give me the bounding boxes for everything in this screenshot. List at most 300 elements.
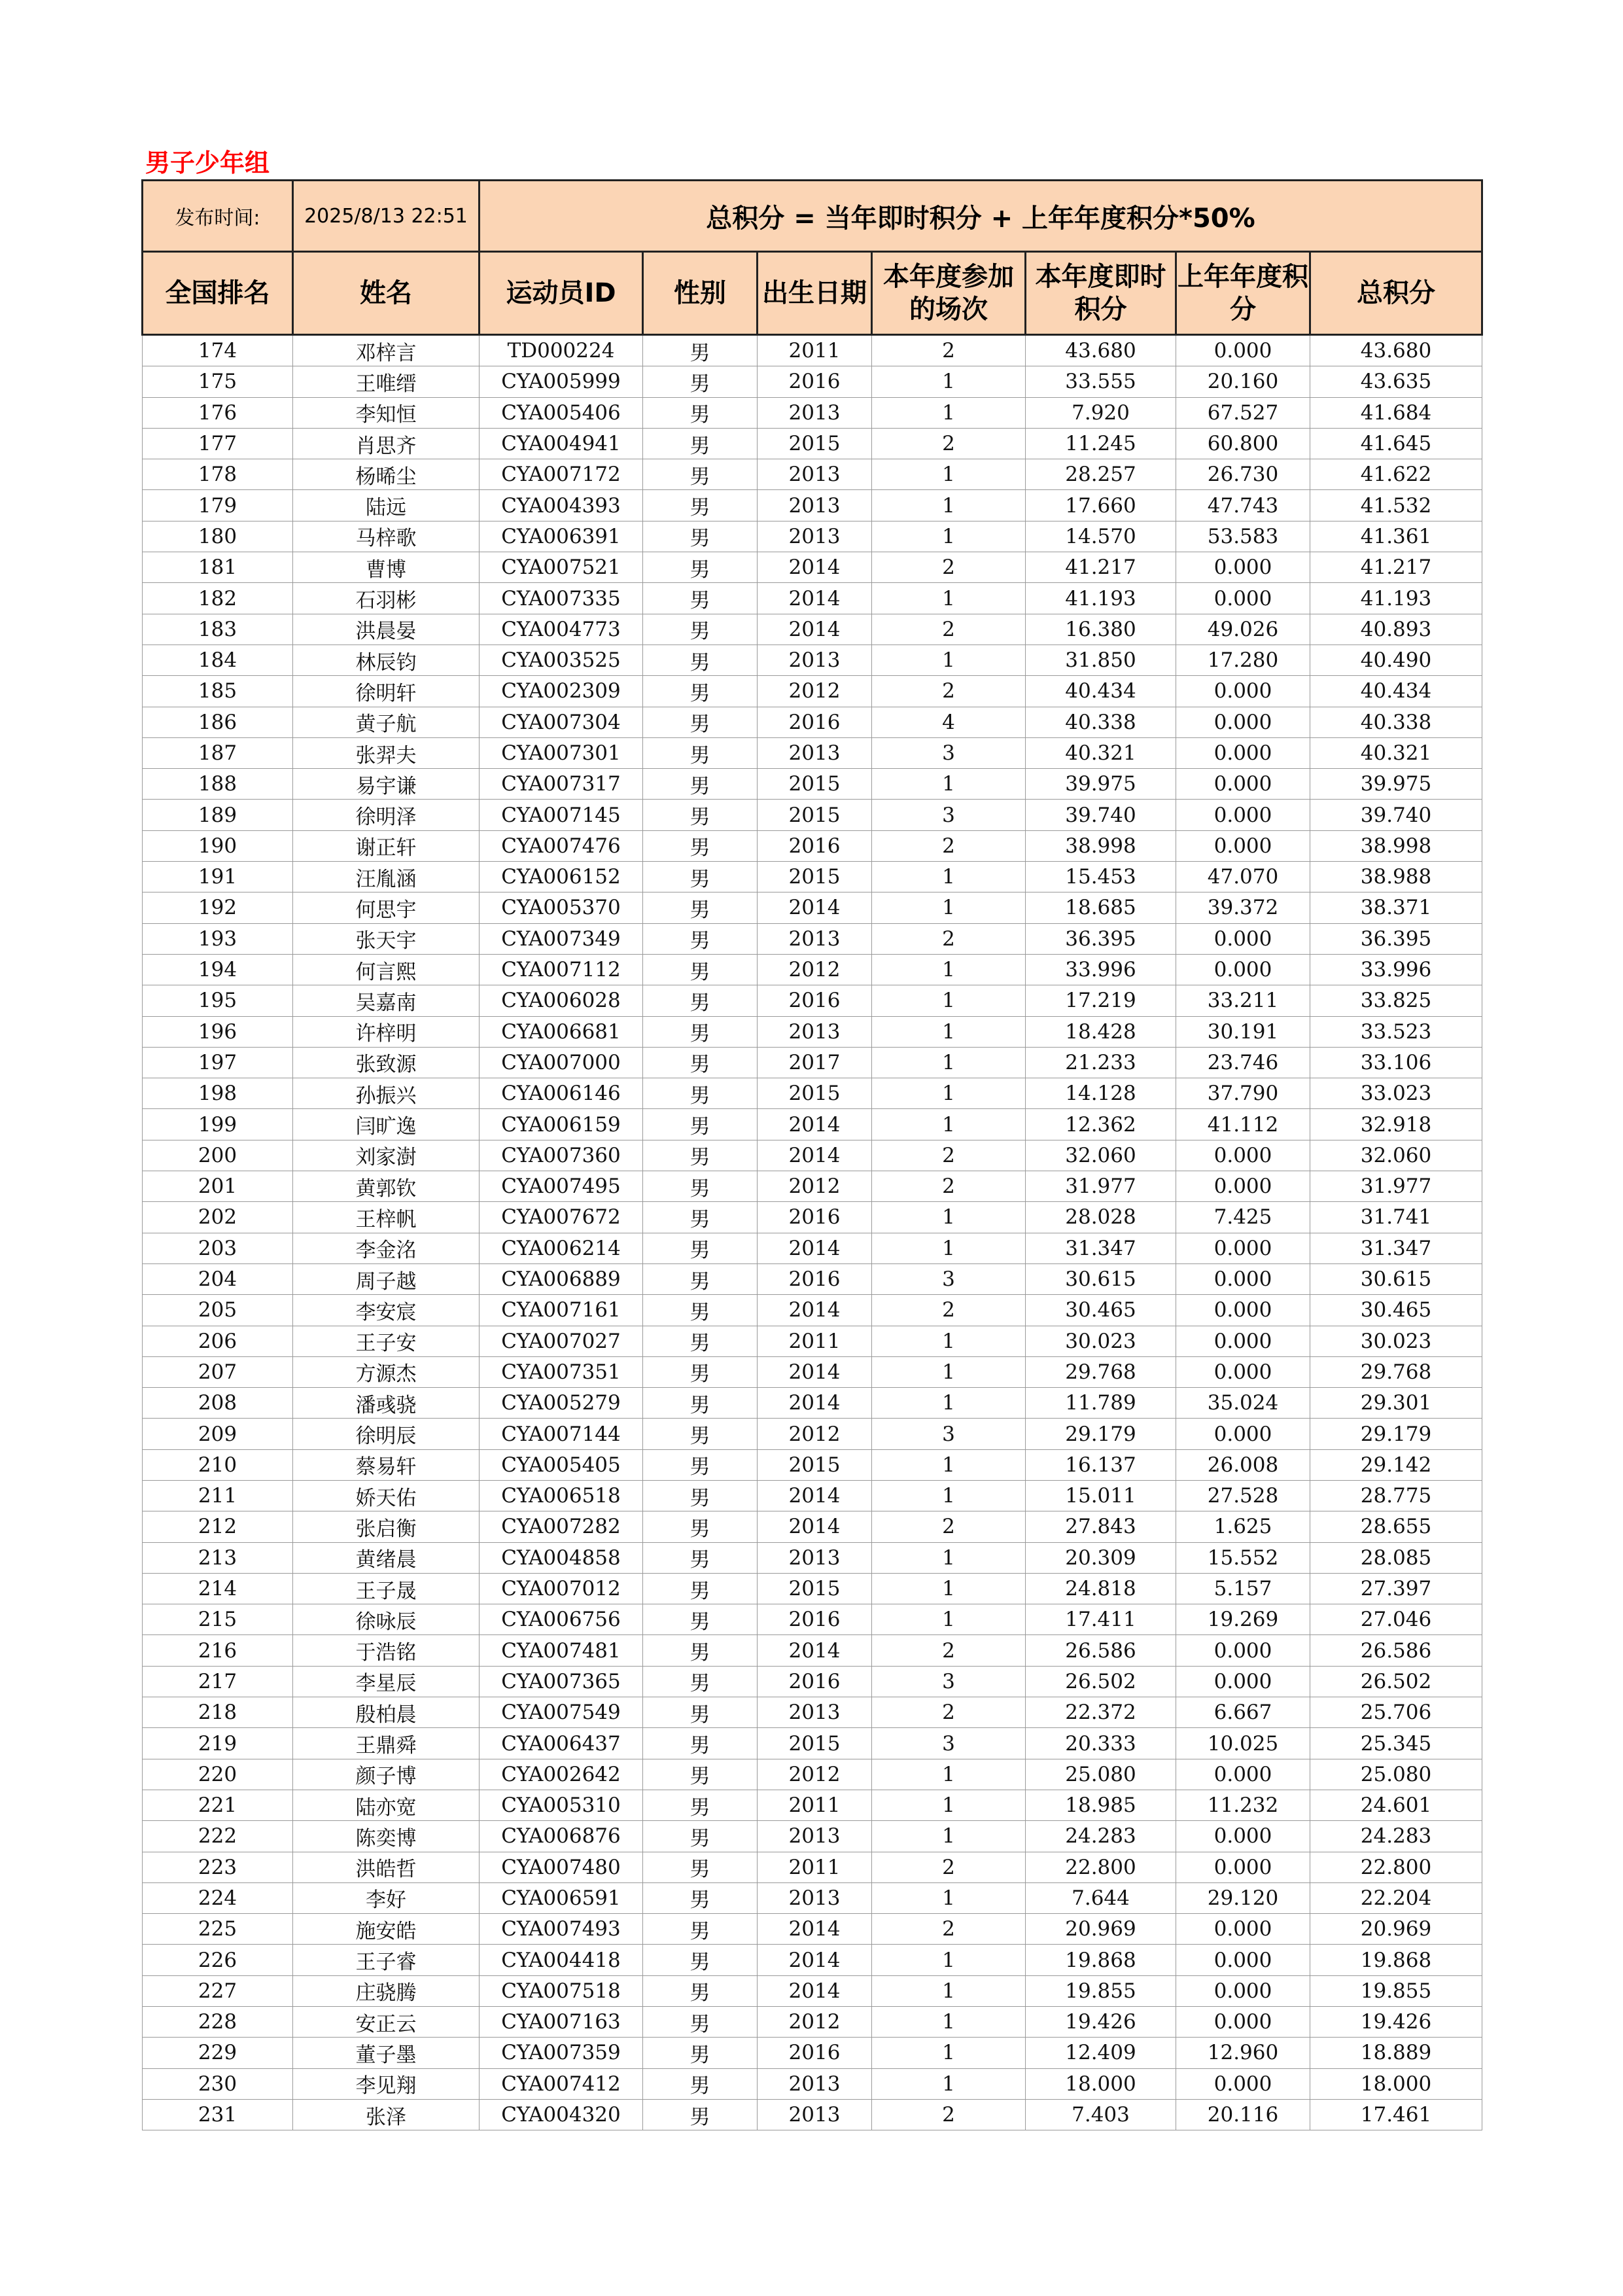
rank-cell: 189 [143,800,293,830]
athlete-id-cell: CYA005406 [480,397,643,428]
gender-cell: 男 [643,1171,758,1202]
birth-year-cell: 2014 [758,1914,872,1945]
name-cell: 王子安 [293,1326,480,1356]
current-points-cell: 25.080 [1026,1759,1176,1790]
table-row [143,769,1482,800]
gender-cell: 男 [643,1790,758,1820]
athlete-id-cell: CYA006159 [480,1109,643,1140]
athlete-id-cell: CYA004941 [480,428,643,459]
total-points-cell: 28.775 [1310,1480,1482,1511]
rank-cell: 208 [143,1388,293,1419]
last-year-points-cell: 7.425 [1176,1202,1310,1233]
birth-year-cell: 2015 [758,800,872,830]
table-row [143,1078,1482,1109]
rank-cell: 211 [143,1480,293,1511]
events-cell: 1 [872,1975,1026,2006]
last-year-points-cell: 29.120 [1176,1882,1310,1913]
table-row [143,1356,1482,1387]
name-cell: 肖思齐 [293,428,480,459]
events-cell: 2 [872,428,1026,459]
athlete-id-cell: CYA002309 [480,676,643,707]
last-year-points-cell: 0.000 [1176,552,1310,583]
total-points-cell: 19.855 [1310,1975,1482,2006]
total-points-cell: 33.523 [1310,1016,1482,1047]
table-row [143,862,1482,892]
events-cell: 2 [872,1697,1026,1728]
athlete-id-cell: CYA007172 [480,459,643,490]
current-points-cell: 27.843 [1026,1511,1176,1542]
gender-cell: 男 [643,676,758,707]
rank-cell: 226 [143,1945,293,1975]
athlete-id-cell: CYA007549 [480,1697,643,1728]
table-row [143,830,1482,861]
total-points-cell: 33.023 [1310,1078,1482,1109]
events-cell: 2 [872,1852,1026,1882]
athlete-id-cell: CYA007480 [480,1852,643,1882]
birth-year-cell: 2015 [758,862,872,892]
total-points-cell: 29.301 [1310,1388,1482,1419]
last-year-points-cell: 11.232 [1176,1790,1310,1820]
events-cell: 1 [872,1016,1026,1047]
athlete-id-cell: CYA007000 [480,1047,643,1078]
total-points-cell: 41.361 [1310,521,1482,552]
rank-cell: 207 [143,1356,293,1387]
athlete-id-cell: CYA006152 [480,862,643,892]
name-cell: 庄骁腾 [293,1975,480,2006]
athlete-id-cell: CYA007493 [480,1914,643,1945]
table-row [143,800,1482,830]
total-points-cell: 31.741 [1310,1202,1482,1233]
current-points-cell: 29.179 [1026,1419,1176,1449]
table-row [143,1697,1482,1728]
total-points-cell: 41.645 [1310,428,1482,459]
current-points-cell: 41.193 [1026,583,1176,614]
rank-cell: 200 [143,1140,293,1171]
col-header-rank: 全国排名 [143,252,293,335]
formula-banner: 总积分 = 当年即时积分 + 上年年度积分*50% [480,181,1482,252]
total-points-cell: 33.106 [1310,1047,1482,1078]
rank-cell: 184 [143,645,293,675]
rank-cell: 213 [143,1542,293,1573]
current-points-cell: 31.347 [1026,1233,1176,1263]
current-points-cell: 33.555 [1026,366,1176,397]
total-points-cell: 27.046 [1310,1604,1482,1635]
gender-cell: 男 [643,800,758,830]
current-points-cell: 40.321 [1026,737,1176,768]
last-year-points-cell: 0.000 [1176,2068,1310,2099]
total-points-cell: 41.217 [1310,552,1482,583]
gender-cell: 男 [643,1914,758,1945]
rank-cell: 198 [143,1078,293,1109]
rank-cell: 181 [143,552,293,583]
current-points-cell: 41.217 [1026,552,1176,583]
athlete-id-cell: CYA007112 [480,954,643,985]
last-year-points-cell: 0.000 [1176,923,1310,954]
events-cell: 1 [872,583,1026,614]
table-row [143,1419,1482,1449]
name-cell: 闫旷逸 [293,1109,480,1140]
last-year-points-cell: 0.000 [1176,1975,1310,2006]
events-cell: 1 [872,521,1026,552]
current-points-cell: 14.570 [1026,521,1176,552]
current-points-cell: 19.868 [1026,1945,1176,1975]
total-points-cell: 39.975 [1310,769,1482,800]
last-year-points-cell: 1.625 [1176,1511,1310,1542]
rank-cell: 206 [143,1326,293,1356]
birth-year-cell: 2014 [758,1295,872,1326]
gender-cell: 男 [643,1295,758,1326]
last-year-points-cell: 0.000 [1176,1171,1310,1202]
table-row [143,1202,1482,1233]
total-points-cell: 27.397 [1310,1573,1482,1604]
athlete-id-cell: CYA004418 [480,1945,643,1975]
current-points-cell: 7.920 [1026,397,1176,428]
name-cell: 周子越 [293,1263,480,1294]
athlete-id-cell: CYA007672 [480,1202,643,1233]
gender-cell: 男 [643,1882,758,1913]
athlete-id-cell: CYA006889 [480,1263,643,1294]
current-points-cell: 15.011 [1026,1480,1176,1511]
athlete-id-cell: CYA007351 [480,1356,643,1387]
current-points-cell: 11.789 [1026,1388,1176,1419]
last-year-points-cell: 0.000 [1176,1140,1310,1171]
gender-cell: 男 [643,1356,758,1387]
rank-cell: 199 [143,1109,293,1140]
events-cell: 1 [872,1573,1026,1604]
name-cell: 邓梓言 [293,335,480,366]
rank-cell: 191 [143,862,293,892]
gender-cell: 男 [643,1604,758,1635]
name-cell: 黄郭钦 [293,1171,480,1202]
name-cell: 娇天佑 [293,1480,480,1511]
table-row [143,552,1482,583]
events-cell: 2 [872,676,1026,707]
gender-cell: 男 [643,490,758,521]
athlete-id-cell: CYA007521 [480,552,643,583]
name-cell: 徐明泽 [293,800,480,830]
gender-cell: 男 [643,923,758,954]
gender-cell: 男 [643,521,758,552]
table-row [143,521,1482,552]
last-year-points-cell: 0.000 [1176,2007,1310,2038]
rank-cell: 174 [143,335,293,366]
gender-cell: 男 [643,1109,758,1140]
athlete-id-cell: CYA007012 [480,1573,643,1604]
current-points-cell: 26.586 [1026,1635,1176,1666]
current-points-cell: 17.660 [1026,490,1176,521]
birth-year-cell: 2014 [758,1635,872,1666]
birth-year-cell: 2016 [758,1202,872,1233]
table-row [143,676,1482,707]
events-cell: 2 [872,830,1026,861]
last-year-points-cell: 60.800 [1176,428,1310,459]
birth-year-cell: 2015 [758,1078,872,1109]
rank-cell: 202 [143,1202,293,1233]
total-points-cell: 17.461 [1310,2099,1482,2130]
gender-cell: 男 [643,614,758,645]
gender-cell: 男 [643,1449,758,1480]
table-row [143,2068,1482,2099]
current-points-cell: 30.615 [1026,1263,1176,1294]
rank-cell: 178 [143,459,293,490]
events-cell: 1 [872,1326,1026,1356]
table-row [143,583,1482,614]
last-year-points-cell: 0.000 [1176,1326,1310,1356]
events-cell: 2 [872,1635,1026,1666]
total-points-cell: 29.768 [1310,1356,1482,1387]
gender-cell: 男 [643,769,758,800]
last-year-points-cell: 0.000 [1176,769,1310,800]
table-row [143,1449,1482,1480]
total-points-cell: 28.085 [1310,1542,1482,1573]
rank-cell: 186 [143,707,293,737]
rank-cell: 176 [143,397,293,428]
birth-year-cell: 2015 [758,769,872,800]
name-cell: 王鼎舜 [293,1728,480,1759]
rank-cell: 203 [143,1233,293,1263]
name-cell: 陆亦宽 [293,1790,480,1820]
events-cell: 2 [872,2099,1026,2130]
name-cell: 孙振兴 [293,1078,480,1109]
rank-cell: 218 [143,1697,293,1728]
birth-year-cell: 2012 [758,954,872,985]
events-cell: 3 [872,1419,1026,1449]
name-cell: 李好 [293,1882,480,1913]
events-cell: 1 [872,2068,1026,2099]
group-title: 男子少年组 [145,149,270,177]
events-cell: 2 [872,1295,1026,1326]
table-row [143,2038,1482,2068]
gender-cell: 男 [643,459,758,490]
rank-cell: 204 [143,1263,293,1294]
current-points-cell: 24.818 [1026,1573,1176,1604]
total-points-cell: 41.532 [1310,490,1482,521]
current-points-cell: 31.977 [1026,1171,1176,1202]
name-cell: 张致源 [293,1047,480,1078]
athlete-id-cell: CYA006518 [480,1480,643,1511]
current-points-cell: 22.800 [1026,1852,1176,1882]
birth-year-cell: 2015 [758,1728,872,1759]
current-points-cell: 28.028 [1026,1202,1176,1233]
gender-cell: 男 [643,1666,758,1697]
birth-year-cell: 2013 [758,1697,872,1728]
athlete-id-cell: CYA005370 [480,892,643,923]
rank-cell: 216 [143,1635,293,1666]
table-row [143,1542,1482,1573]
events-cell: 2 [872,335,1026,366]
rank-cell: 195 [143,985,293,1016]
gender-cell: 男 [643,1697,758,1728]
events-cell: 1 [872,769,1026,800]
last-year-points-cell: 26.008 [1176,1449,1310,1480]
events-cell: 1 [872,1945,1026,1975]
table-row [143,707,1482,737]
events-cell: 2 [872,1140,1026,1171]
events-cell: 1 [872,1078,1026,1109]
events-cell: 1 [872,1882,1026,1913]
current-points-cell: 20.333 [1026,1728,1176,1759]
events-cell: 1 [872,1202,1026,1233]
current-points-cell: 20.309 [1026,1542,1176,1573]
birth-year-cell: 2013 [758,923,872,954]
table-row [143,1171,1482,1202]
total-points-cell: 18.889 [1310,2038,1482,2068]
table-row [143,645,1482,675]
total-points-cell: 41.622 [1310,459,1482,490]
total-points-cell: 43.635 [1310,366,1482,397]
total-points-cell: 38.988 [1310,862,1482,892]
name-cell: 李见翔 [293,2068,480,2099]
col-header-current-points: 本年度即时积分 [1026,252,1176,335]
birth-year-cell: 2013 [758,737,872,768]
last-year-points-cell: 0.000 [1176,830,1310,861]
name-cell: 颜子博 [293,1759,480,1790]
rank-cell: 212 [143,1511,293,1542]
total-points-cell: 25.706 [1310,1697,1482,1728]
total-points-cell: 29.179 [1310,1419,1482,1449]
total-points-cell: 31.977 [1310,1171,1482,1202]
events-cell: 1 [872,1759,1026,1790]
total-points-cell: 41.193 [1310,583,1482,614]
gender-cell: 男 [643,830,758,861]
events-cell: 3 [872,1728,1026,1759]
table-row [143,1728,1482,1759]
rank-cell: 197 [143,1047,293,1078]
name-cell: 汪胤涵 [293,862,480,892]
last-year-points-cell: 0.000 [1176,1759,1310,1790]
current-points-cell: 12.362 [1026,1109,1176,1140]
birth-year-cell: 2013 [758,1542,872,1573]
birth-year-cell: 2014 [758,892,872,923]
last-year-points-cell: 10.025 [1176,1728,1310,1759]
name-cell: 何言熙 [293,954,480,985]
score-table [141,179,1483,2130]
table-row [143,1759,1482,1790]
birth-year-cell: 2016 [758,2038,872,2068]
name-cell: 徐明轩 [293,676,480,707]
birth-year-cell: 2013 [758,1882,872,1913]
table-row [143,1604,1482,1635]
last-year-points-cell: 20.116 [1176,2099,1310,2130]
current-points-cell: 30.465 [1026,1295,1176,1326]
gender-cell: 男 [643,1419,758,1449]
gender-cell: 男 [643,1511,758,1542]
gender-cell: 男 [643,737,758,768]
last-year-points-cell: 17.280 [1176,645,1310,675]
total-points-cell: 31.347 [1310,1233,1482,1263]
gender-cell: 男 [643,1388,758,1419]
table-row [143,1388,1482,1419]
gender-cell: 男 [643,2099,758,2130]
rank-cell: 219 [143,1728,293,1759]
athlete-id-cell: CYA006681 [480,1016,643,1047]
birth-year-cell: 2013 [758,397,872,428]
events-cell: 1 [872,1449,1026,1480]
current-points-cell: 26.502 [1026,1666,1176,1697]
name-cell: 张羿夫 [293,737,480,768]
last-year-points-cell: 20.160 [1176,366,1310,397]
events-cell: 1 [872,1542,1026,1573]
last-year-points-cell: 27.528 [1176,1480,1310,1511]
events-cell: 4 [872,707,1026,737]
total-points-cell: 24.283 [1310,1821,1482,1852]
total-points-cell: 29.142 [1310,1449,1482,1480]
athlete-id-cell: CYA007360 [480,1140,643,1171]
total-points-cell: 25.345 [1310,1728,1482,1759]
events-cell: 1 [872,645,1026,675]
birth-year-cell: 2014 [758,1480,872,1511]
rank-cell: 230 [143,2068,293,2099]
events-cell: 1 [872,2007,1026,2038]
table-row [143,985,1482,1016]
last-year-points-cell: 15.552 [1176,1542,1310,1573]
events-cell: 2 [872,1511,1026,1542]
athlete-id-cell: CYA007481 [480,1635,643,1666]
gender-cell: 男 [643,1078,758,1109]
events-cell: 1 [872,1233,1026,1263]
current-points-cell: 19.426 [1026,2007,1176,2038]
events-cell: 1 [872,862,1026,892]
current-points-cell: 18.985 [1026,1790,1176,1820]
rank-cell: 201 [143,1171,293,1202]
total-points-cell: 26.586 [1310,1635,1482,1666]
total-points-cell: 26.502 [1310,1666,1482,1697]
total-points-cell: 22.800 [1310,1852,1482,1882]
last-year-points-cell: 0.000 [1176,1356,1310,1387]
table-row [143,737,1482,768]
events-cell: 1 [872,397,1026,428]
birth-year-cell: 2013 [758,490,872,521]
total-points-cell: 30.615 [1310,1263,1482,1294]
last-year-points-cell: 0.000 [1176,800,1310,830]
events-cell: 1 [872,459,1026,490]
rank-cell: 229 [143,2038,293,2068]
last-year-points-cell: 19.269 [1176,1604,1310,1635]
table-row [143,1790,1482,1820]
total-points-cell: 33.825 [1310,985,1482,1016]
events-cell: 2 [872,1171,1026,1202]
gender-cell: 男 [643,2068,758,2099]
last-year-points-cell: 0.000 [1176,583,1310,614]
name-cell: 王梓帆 [293,1202,480,1233]
total-points-cell: 43.680 [1310,335,1482,366]
athlete-id-cell: CYA007476 [480,830,643,861]
gender-cell: 男 [643,707,758,737]
rank-cell: 217 [143,1666,293,1697]
name-cell: 洪皓哲 [293,1852,480,1882]
birth-year-cell: 2013 [758,459,872,490]
current-points-cell: 20.969 [1026,1914,1176,1945]
publish-time-value: 2025/8/13 22:51 [293,181,480,252]
rank-cell: 188 [143,769,293,800]
last-year-points-cell: 0.000 [1176,1914,1310,1945]
athlete-id-cell: CYA007518 [480,1975,643,2006]
rank-cell: 223 [143,1852,293,1882]
current-points-cell: 40.338 [1026,707,1176,737]
table-row [143,1945,1482,1975]
table-row [143,397,1482,428]
table-row [143,1047,1482,1078]
table-row [143,490,1482,521]
gender-cell: 男 [643,1728,758,1759]
name-cell: 刘家澍 [293,1140,480,1171]
table-row [143,1573,1482,1604]
athlete-id-cell: CYA006591 [480,1882,643,1913]
events-cell: 1 [872,490,1026,521]
name-cell: 殷柏晨 [293,1697,480,1728]
birth-year-cell: 2016 [758,1263,872,1294]
table-row [143,1295,1482,1326]
